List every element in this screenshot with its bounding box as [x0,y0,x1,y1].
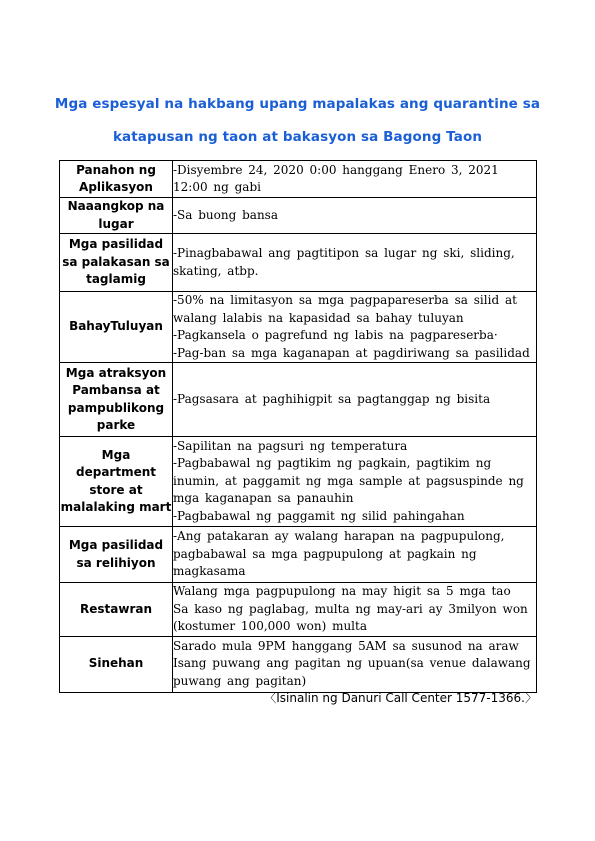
row-value-line: -Disyembre 24, 2020 0:00 hanggang Enero 3, 2021 12:00 ng gabi [173,162,499,194]
row-value [173,636,537,692]
table-row [60,161,537,198]
row-value-line: -Pagkansela o pagrefund ng labis na pagpareserba· [173,328,498,342]
row-value-line: -Sapilitan na pagsuri ng temperatura [173,438,408,453]
table-row [60,527,537,583]
translation-credit: 〈Isinalin ng Danuri Call Center 1577-1366.〉 [264,691,537,705]
row-label: Mga department store at malalaking mart [60,437,173,527]
row-value-line: -Sa buong bansa [173,207,278,222]
row-value-line: -Pinagbabawal ang pagtitipon sa lugar ng ski, sliding, skating, atbp. [173,246,515,278]
row-value-line: -Pag-ban sa mga kaganapan at pagdiriwang sa pasilidad [173,345,530,360]
row-value [173,198,537,234]
table-row [60,636,537,692]
measures-table-body [60,161,537,693]
row-value-line: Sa kaso ng paglabag, multa ng may-ari ay 3milyon won (kostumer 100,000 won) multa [173,601,528,633]
row-value-line: -Pagsasara at paghihigpit sa pagtanggap ng bisita [173,391,491,406]
row-label: Mga pasilidad sa palakasan sa taglamig [60,234,173,292]
document-title-line-1: Mga espesyal na hakbang upang mapalakas ang quarantine sa [54,96,541,112]
table-row [60,437,537,527]
row-value-line: Walang mga pagpupulong na may higit sa 5 mga tao [173,584,511,598]
row-value [173,161,537,198]
row-label: Sinehan [60,636,173,692]
row-label: Panahon ng Aplikasyon [60,161,173,198]
row-label: Mga atraksyon Pambansa at pampublikong parke [60,363,173,437]
row-value-line: -Pagbabawal ng paggamit ng silid pahingahan [173,508,465,523]
row-value [173,234,537,292]
row-value [173,363,537,437]
row-value-line: -Ang patakaran ay walang harapan na pagpupulong, pagbabawal sa mga pagpupulong at pagkain ng magkasama [173,529,505,579]
table-row [60,292,537,363]
row-label: Naaangkop na lugar [60,198,173,234]
row-label: Restawran [60,583,173,637]
row-value-line: Isang puwang ang pagitan ng upuan(sa venue dalawang puwang ang pagitan) [173,656,531,688]
row-value [173,292,537,363]
row-value [173,583,537,637]
table-row [60,363,537,437]
row-label: BahayTuluyan [60,292,173,363]
table-row [60,583,537,637]
table-row [60,198,537,234]
row-value-line: Sarado mula 9PM hanggang 5AM sa susunod na araw [173,638,519,653]
row-value [173,437,537,527]
document-title-line-2: katapusan ng taon at bakasyon sa Bagong Taon [112,129,483,145]
row-label: Mga pasilidad sa relihiyon [60,527,173,583]
measures-table [59,160,537,693]
row-value [173,527,537,583]
row-value-line: -50% na limitasyon sa mga pagpapareserba sa silid at walang lalabis na kapasidad sa bahay tuluyan [173,293,517,325]
table-row [60,234,537,292]
row-value-line: -Pagbabawal ng pagtikim ng pagkain, pagtikim ng inumin, at paggamit ng mga sample at pagsuspinde ng mga kaganapan sa panauhin [173,456,524,506]
